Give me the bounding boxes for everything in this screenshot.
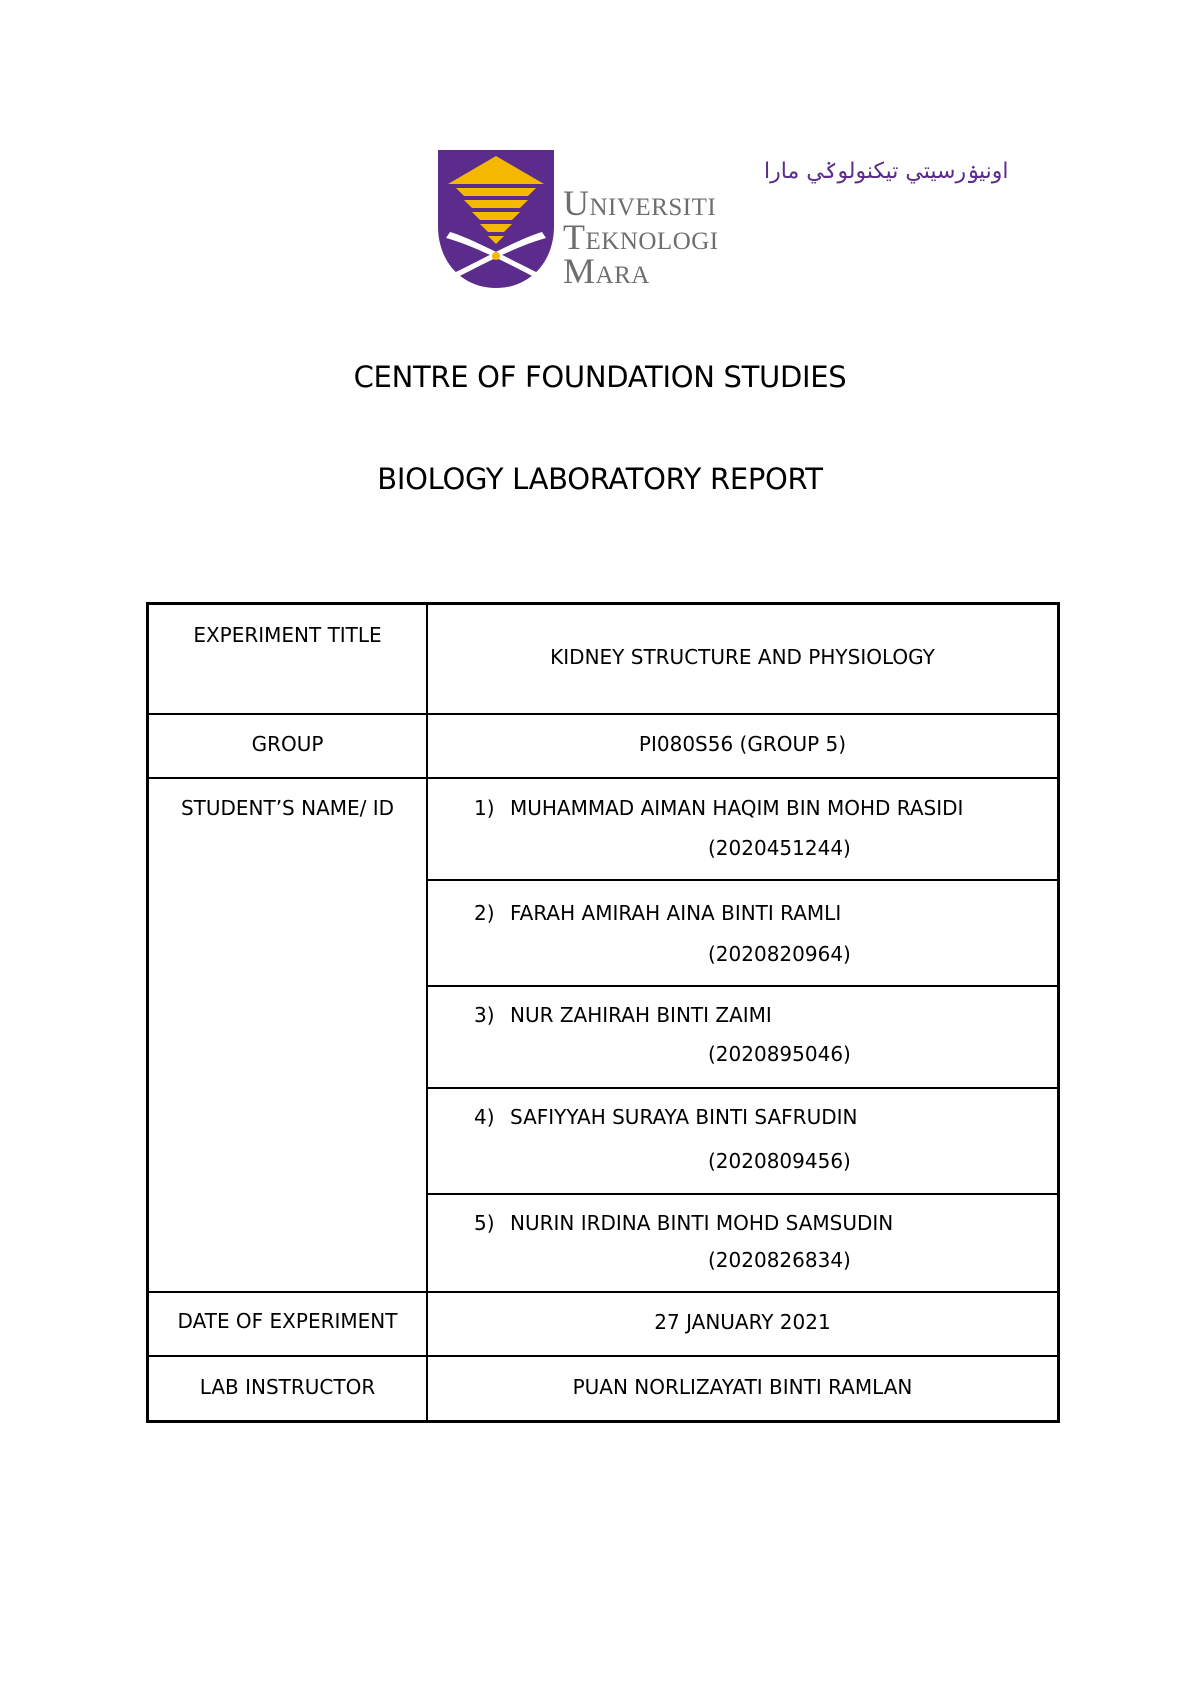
student-1-id: (2020451244) — [708, 835, 851, 860]
students-label-cell — [148, 778, 428, 1292]
centre-heading: CENTRE OF FOUNDATION STUDIES — [353, 360, 847, 394]
instructor-row — [148, 1356, 1059, 1422]
student-3-id: (2020895046) — [708, 1041, 851, 1066]
date-row — [148, 1292, 1059, 1356]
logo-wordmark — [563, 183, 719, 291]
student-1-name: MUHAMMAD AIMAN HAQIM BIN MOHD RASIDI — [510, 795, 964, 820]
student-4-id: (2020809456) — [708, 1148, 851, 1173]
student-4-name: SAFIYYAH SURAYA BINTI SAFRUDIN — [510, 1104, 858, 1129]
student-3-number: 3) — [474, 1002, 495, 1027]
group-value: PI080S56 (GROUP 5) — [638, 731, 847, 756]
student-5-cell — [427, 1194, 1059, 1292]
group-label: GROUP — [251, 731, 324, 756]
student-1-number: 1) — [474, 795, 495, 820]
report-heading: BIOLOGY LABORATORY REPORT — [377, 462, 823, 496]
instructor-value: PUAN NORLIZAYATI BINTI RAMLAN — [572, 1374, 913, 1399]
date-label: DATE OF EXPERIMENT — [177, 1308, 398, 1333]
student-3-name: NUR ZAHIRAH BINTI ZAIMI — [510, 1002, 772, 1027]
student-2-name: FARAH AMIRAH AINA BINTI RAMLI — [510, 900, 842, 925]
experiment-title-value-cell — [427, 604, 1059, 714]
group-row — [148, 714, 1059, 778]
date-value: 27 JANUARY 2021 — [654, 1309, 831, 1334]
instructor-value-cell — [427, 1356, 1059, 1422]
students-label: STUDENT’S NAME/ ID — [180, 795, 395, 820]
crest-icon — [436, 148, 556, 290]
student-3-cell — [427, 986, 1059, 1088]
group-value-cell — [427, 714, 1059, 778]
instructor-label-cell — [148, 1356, 428, 1422]
logo-line-3: Mara — [563, 251, 650, 291]
student-4-number: 4) — [474, 1104, 495, 1129]
logo-line-1: Universiti — [563, 183, 717, 223]
student-1-cell — [427, 778, 1059, 880]
experiment-title-value: KIDNEY STRUCTURE AND PHYSIOLOGY — [550, 645, 935, 669]
student-4-cell — [427, 1088, 1059, 1194]
logo-line-2: Teknologi — [563, 217, 719, 257]
student-5-number: 5) — [474, 1210, 495, 1235]
student-5-name: NURIN IRDINA BINTI MOHD SAMSUDIN — [510, 1210, 894, 1235]
date-value-cell — [427, 1292, 1059, 1356]
date-label-cell — [148, 1292, 428, 1356]
student-2-number: 2) — [474, 900, 495, 925]
student-2-cell — [427, 880, 1059, 986]
student-5-id: (2020826834) — [708, 1247, 851, 1272]
student-2-id: (2020820964) — [708, 941, 851, 966]
student-row — [148, 778, 1059, 880]
instructor-label: LAB INSTRUCTOR — [199, 1374, 376, 1399]
svg-text:اونيۏرسيتي تيكنولوݢي مارا: اونيۏرسيتي تيكنولوݢي مارا — [764, 159, 1009, 184]
report-info-table — [146, 602, 1060, 1423]
experiment-title-label: EXPERIMENT TITLE — [193, 623, 382, 647]
experiment-title-label-cell — [148, 604, 428, 714]
jawi-script — [564, 148, 1009, 188]
group-label-cell — [148, 714, 428, 778]
university-logo — [436, 148, 1009, 291]
experiment-title-row — [148, 604, 1059, 714]
